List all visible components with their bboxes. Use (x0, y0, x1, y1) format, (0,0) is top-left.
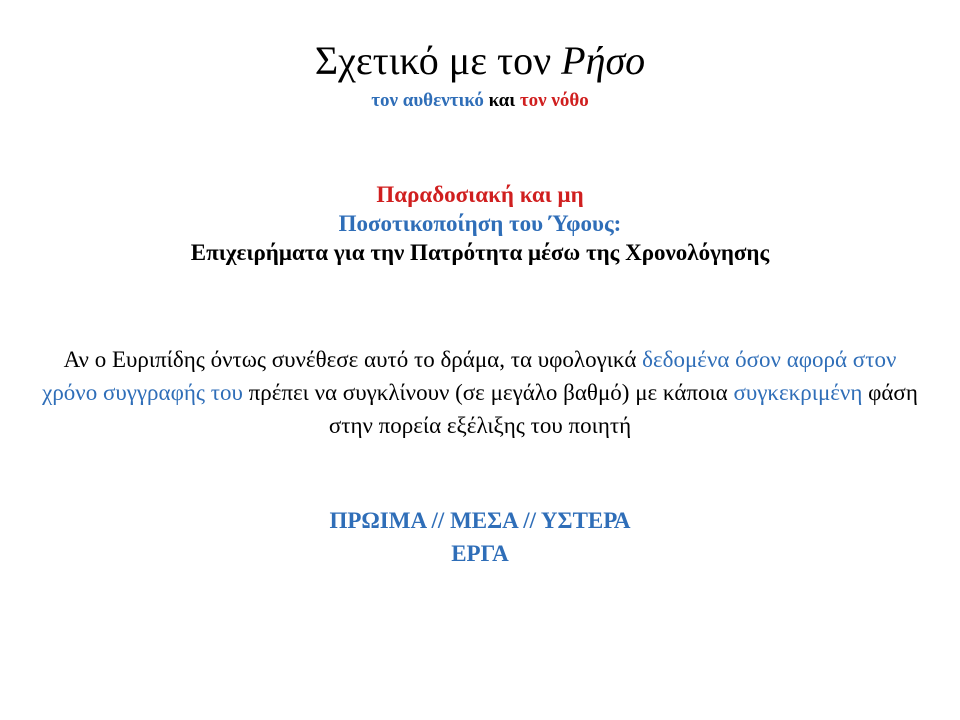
slide-title (0, 38, 960, 84)
para-highlight-2: συγκεκριμένη (733, 380, 863, 405)
para-highlight-1: δεδομένα όσον αφορά στον χρόνο συγγραφής του (42, 347, 897, 405)
heading-line-1: Παραδοσιακή και μη (376, 182, 584, 207)
para-segment-3: φάση στην πορεία εξέλιξης του ποιητή (328, 380, 918, 438)
subtitle-spurious: τον νόθο (519, 90, 589, 111)
periods-line-2: ΕΡΓΑ (451, 541, 509, 566)
title-italic: Ρήσο (561, 38, 646, 83)
heading-line-3: Επιχειρήματα για την Πατρότητα μέσω της Χρονολόγησης (190, 240, 770, 265)
section-heading (0, 180, 960, 267)
periods-block (0, 504, 960, 570)
periods-line-1: ΠΡΩΙΜΑ // ΜΕΣΑ // ΥΣΤΕΡΑ (329, 508, 631, 533)
para-segment-2: πρέπει να συγκλίνουν (σε μεγάλο βαθμό) με κάποια (242, 380, 734, 405)
title-prefix: Σχετικό με τον (314, 38, 562, 83)
para-segment-1: Αν ο Ευριπίδης όντως συνέθεσε αυτό το δράμα, τα υφολογικά (63, 347, 643, 372)
body-paragraph (40, 343, 920, 442)
subtitle-authentic: τον αυθεντικό (371, 90, 484, 111)
heading-line-2: Ποσοτικοποίηση του Ύφους: (338, 211, 622, 236)
subtitle-and: και (483, 90, 520, 111)
slide-subtitle (0, 89, 960, 113)
